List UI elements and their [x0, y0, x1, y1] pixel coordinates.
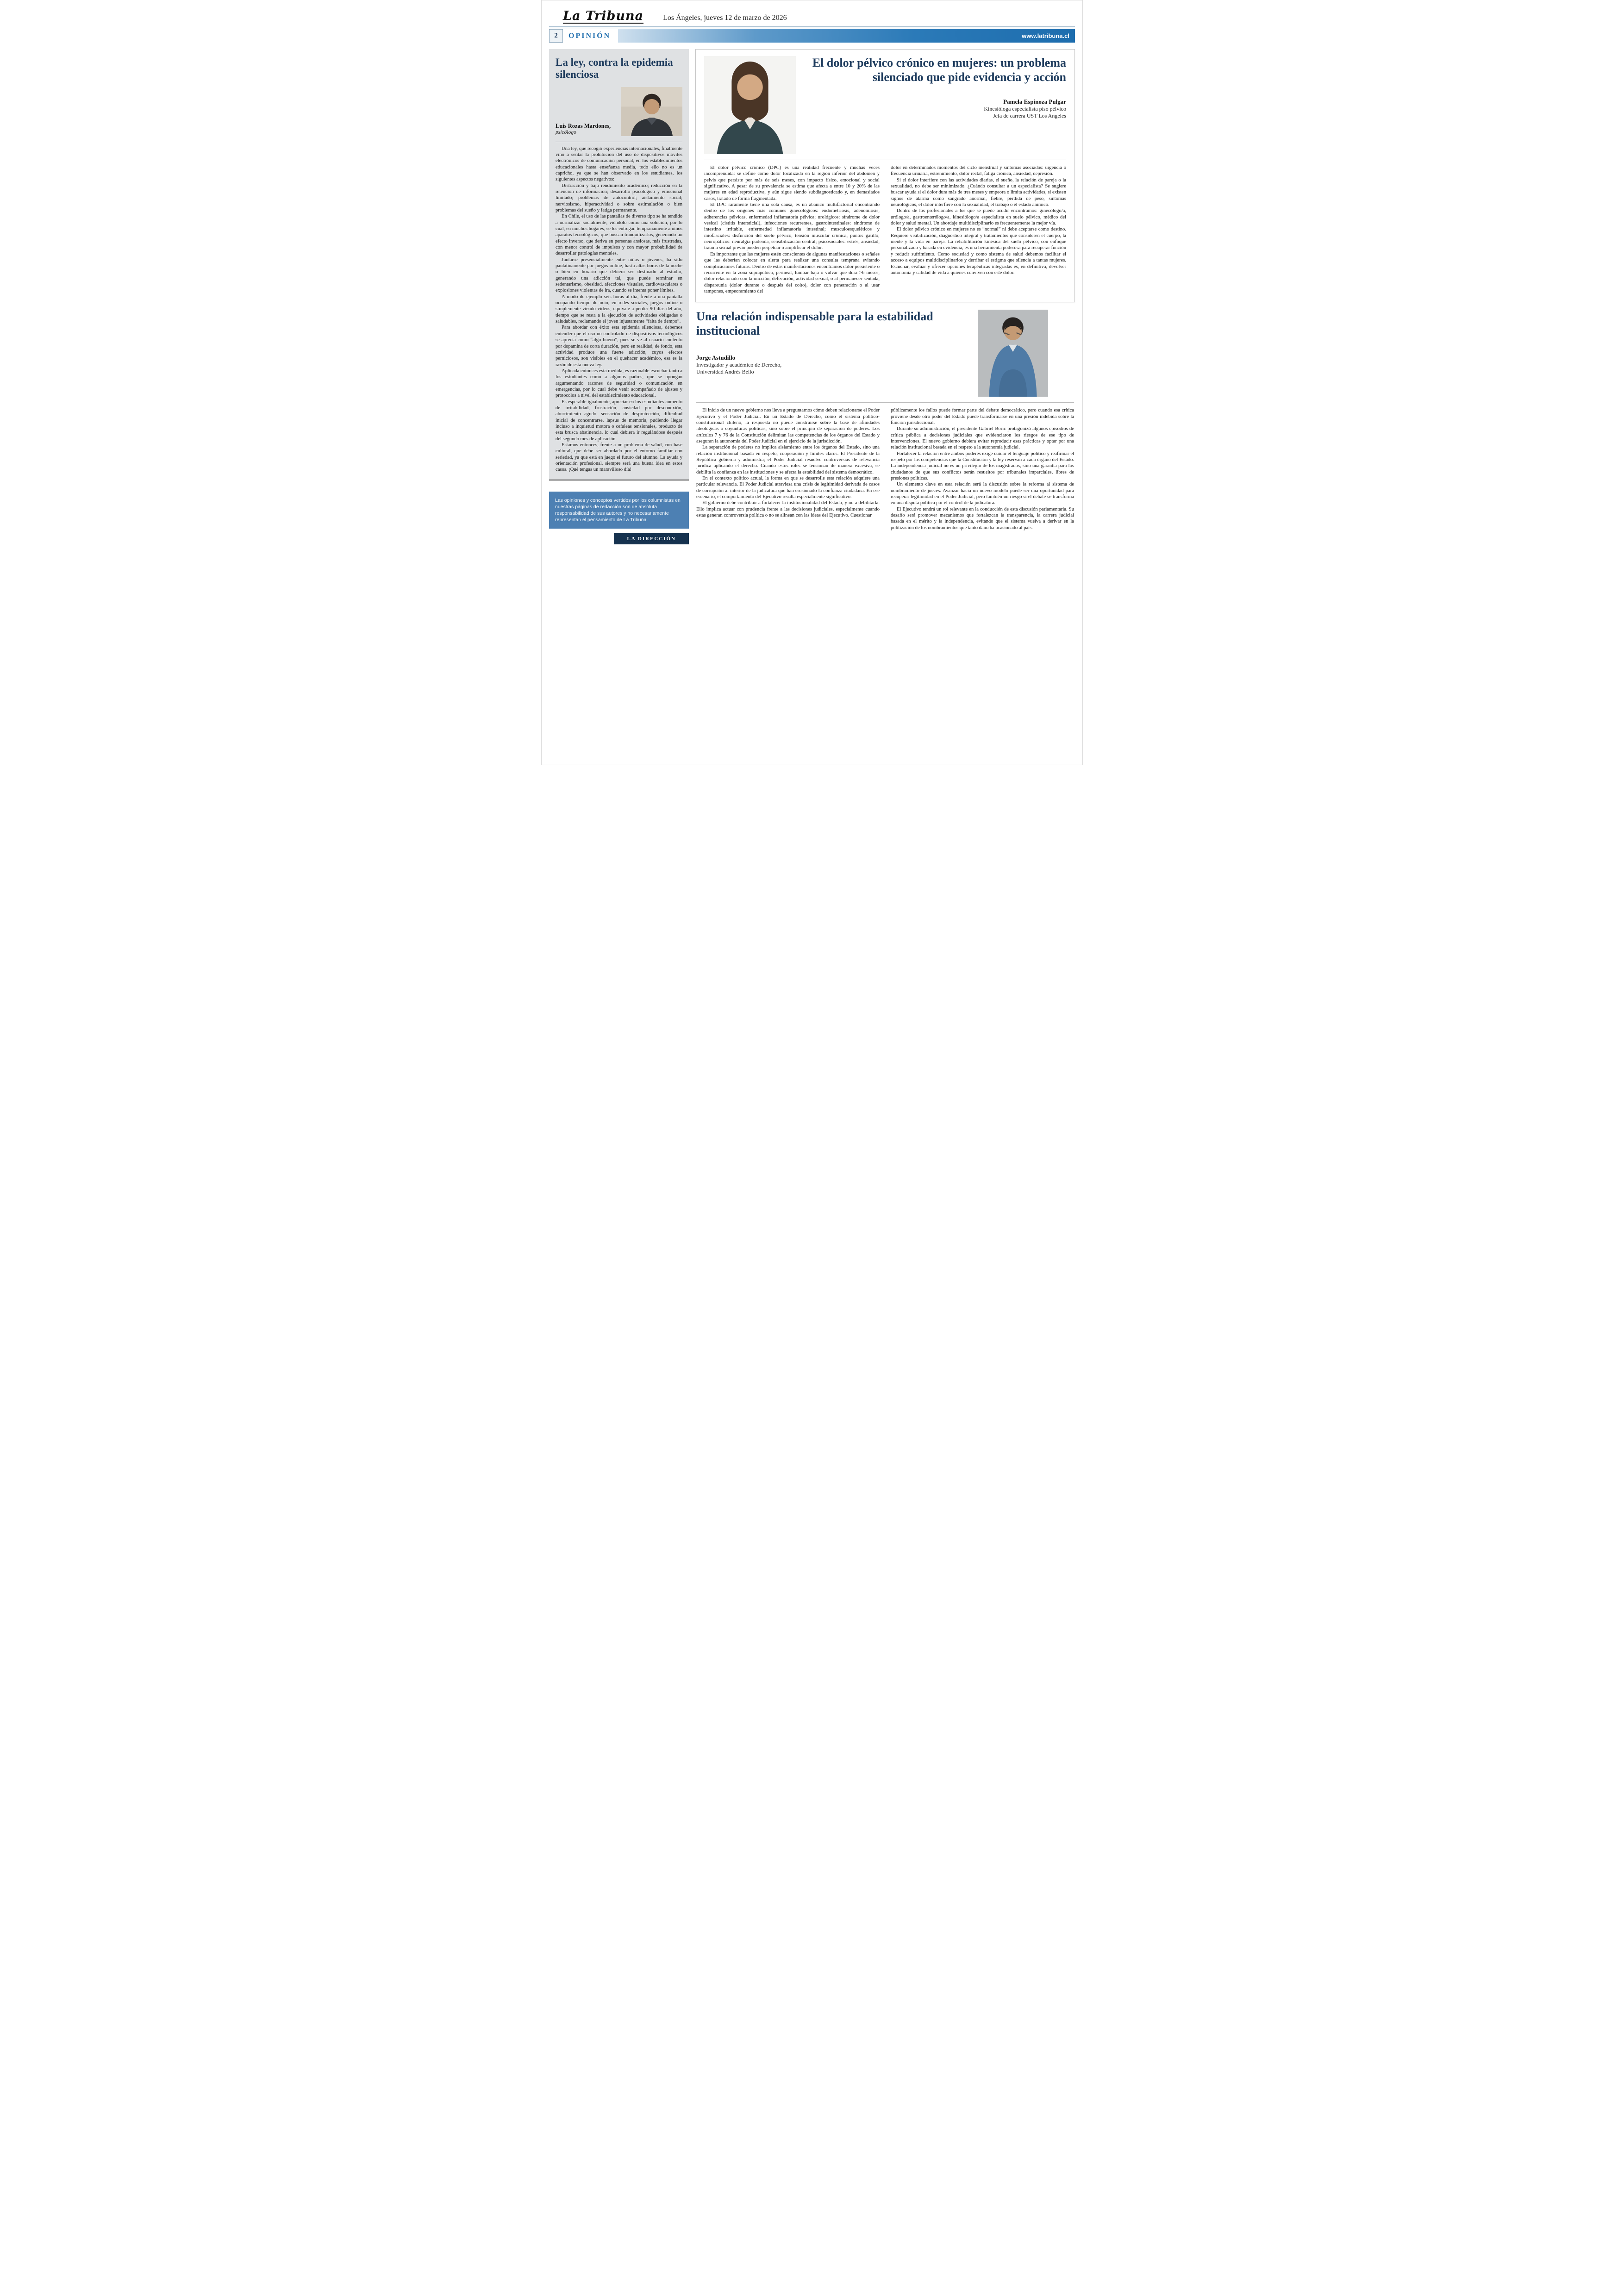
editorial-disclaimer — [549, 492, 689, 545]
paragraph: A modo de ejemplo seis horas al día, frente a una pantalla ocupando tiempo de ocio, en redes sociales, juegos online o simplemente viendo videos, equivale a perder 90 días del año, tiempo que se resta a la ejecución de actividades obligadas o saludables, reclamando el joven injustamente “falta de tiempo”. — [556, 294, 682, 324]
article-relacion-institucional — [695, 310, 1075, 531]
dateline: Los Ángeles, jueves 12 de marzo de 2026 — [663, 14, 787, 22]
paragraph: El dolor pélvico crónico (DPC) es una realidad frecuente y muchas veces incomprendida: se define como dolor localizado en la región inferior del abdomen y pelvis que persiste por más de seis meses, con impacto físico, emocional y social significativo. A pesar de su prevalencia se estima que afecta a entre 10 y 20% de las mujeres en edad reproductiva, y aún sigue siendo subdiagnosticado y, en demasiados casos, tratado de forma fragmentada. — [704, 165, 880, 201]
author-block — [556, 123, 618, 136]
author-affiliation: Universidad Andrés Bello — [696, 368, 754, 375]
paragraph: Estamos entonces, frente a un problema de salud, con base cultural, que debe ser abordado por el entorno familiar con seriedad, ya que está en juego el futuro del alumno. La ayuda y orientación profesional, siempre será una buena idea en estos casos. ¡Qué tengas un maravilloso día! — [556, 443, 682, 473]
website-url: www.latribuna.cl — [1022, 32, 1069, 39]
woman-portrait-icon — [704, 56, 796, 154]
paragraph: Para abordar con éxito esta epidemia silenciosa, debemos entender que el uso no controlado de dispositivos tecnológicos se aprecia como “algo bueno”, pues se ve al usuario contento por dopamina de corta duración, pero en realidad, de fondo, esta actividad produce una fuerte adicción, cuyos efectos perniciosos, son visibles en el quehacer académico, esa es la razón de esta nueva ley. — [556, 325, 682, 368]
author-name: Pamela Espinoza Pulgar — [1003, 98, 1066, 106]
article-epidemia-silenciosa — [549, 49, 689, 480]
body-column-1 — [704, 165, 880, 294]
page-content — [549, 49, 1075, 544]
author-photo — [978, 310, 1048, 397]
paragraph: El DPC raramente tiene una sola causa, es un abanico multifactorial encontrando dentro de los orígenes más comunes ginecológicos: endometriosis, adenomiosis, adherencias pélvicas, enfermedad inflamatoria pélvica; urológicos: síndrome de dolor vesical (cistitis intersticial), infecciones recurrentes, gastrointestinales: síndrome de intestino irritable, enfermedad inflamatoria intestinal; musculoesqueléticos y miofasciales: disfunción del suelo pélvico, tensión muscular crónica, puntos gatillo; neuropáticos: neuralgia pudenda, sensibilización central; psicosociales: estrés, ansiedad, trauma sexual previo pueden perpetuar o amplificar el dolor. — [704, 202, 880, 251]
disclaimer-text: Las opiniones y conceptos vertidos por los columnistas en nuestras páginas de redacción son de absoluta responsabilidad de sus autores y no necesariamente representan el pensamiento de La Tribuna. — [549, 492, 689, 529]
paragraph: Un elemento clave en esta relación será la discusión sobre la reforma al sistema de nombramiento de jueces. Avanzar hacia un nuevo modelo puede ser una oportunidad para recuperar legitimidad en el Poder Judicial, pero también un riesgo si el debate se transforma en una disputa política por el control de la judicatura. — [891, 482, 1074, 506]
paragraph: El gobierno debe contribuir a fortalecer la institucionalidad del Estado, y no a debilitarla. Ello implica actuar con prudencia frente a las decisiones judiciales, especialmente cuando estas generan controversia política o no se alinean con las ideas del Ejecutivo. Cuestionar — [696, 500, 880, 518]
section-label: OPINIÓN — [568, 31, 611, 40]
paragraph: La separación de poderes no implica aislamiento entre los órganos del Estado, sino una relación institucional basada en respeto, cooperación y límites claros. El Presidente de la República gobierna y administra; el Poder Judicial resuelve controversias de relevancia jurídica aplicando el derecho. Cuando estos roles se tensionan de manera excesiva, se debilita la confianza en las instituciones y se afecta la estabilidad del sistema democrático. — [696, 445, 880, 475]
article-title: El dolor pélvico crónico en mujeres: un problema silenciado que pide evidencia y acción — [812, 56, 1066, 84]
paragraph: Es esperable igualmente, apreciar en los estudiantes aumento de irritabilidad, frustración, ansiedad por desconexión, aburrimiento agudo, sensación de desprotección, dificultad inicial de concentrarse, lapsus de memoria, pudiendo llegar incluso a inquietud motora o cefaleas tensionales, producto de esta brusca abstinencia, lo cual debiera ir regulándose después del segundo mes de aplicación. — [556, 399, 682, 442]
article-header — [704, 56, 1066, 154]
article-header — [696, 310, 1074, 397]
masthead — [549, 7, 1075, 27]
section-band — [549, 29, 1075, 43]
body-column-2 — [891, 165, 1066, 294]
page-number: 2 — [549, 29, 563, 43]
article-title: La ley, contra la epidemia silenciosa — [556, 56, 673, 80]
paragraph: En Chile, el uso de las pantallas de diverso tipo se ha tendido a normalizar socialmente, viéndolo como una solución, por lo cual, en muchos hogares, se les entregan tempranamente a niños aparatos tecnológicos, que buscan tranquilizarlos, generando un efecto inverso, que deriva en personas ansiosas, más frustradas, con menor control de impulsos y con mayor probabilidad de desarrollar patologías mentales. — [556, 214, 682, 256]
article-body — [704, 165, 1066, 294]
paragraph: Fortalecer la relación entre ambos poderes exige cuidar el lenguaje político y reafirmar el respeto por las competencias que la Constitución y la ley reservan a cada órgano del Estado. La independencia judicial no es un privilegio de los magistrados, sino una garantía para los ciudadanos de que sus conflictos serán resueltos por tribunales imparciales, libres de presiones políticas. — [891, 451, 1074, 481]
direction-signature: LA DIRECCIÓN — [614, 533, 689, 544]
article-body — [696, 407, 1074, 531]
paragraph: Una ley, que recogió experiencias internacionales, finalmente vino a sentar la prohibición del uso de dispositivos móviles electrónicos de comunicación personal, en los establecimientos educacionales hasta enseñanza media, todo ello no es un capricho, ya que se han observado en los estudiantes, los siguientes aspectos negativos: — [556, 146, 682, 182]
author-photo — [621, 87, 682, 136]
paragraph: públicamente los fallos puede formar parte del debate democrático, pero cuando esa crítica proviene desde otro poder del Estado puede transformarse en una presión indebida sobre la función jurisdiccional. — [891, 408, 1074, 425]
author-name: Luis Rozas Mardones, — [556, 122, 611, 129]
paragraph: Juntarse presencialmente entre niños o jóvenes, ha sido paulatinamente por juegos online, hasta altas horas de la noche o bien en horario que debiera ser destinado al estudio, generando una adicción tal, que puede terminar en sedentarismo, obesidad, afecciones visuales, cardiovasculares o explosiones violentas de ira, cuando se intenta poner límites. — [556, 257, 682, 293]
headline-block — [796, 56, 1066, 154]
author-role: psicólogo — [556, 129, 576, 135]
body-column-2 — [891, 407, 1074, 531]
paragraph: El Ejecutivo tendrá un rol relevante en la conducción de esta discusión parlamentaria. Su desafío será promover mecanismos que fortalezcan la transparencia, la carrera judicial basada en el mérito y la independencia, evitando que el sistema vuelva a derivar en la politización de los nombramientos que tanto daño ha ocasionado al país. — [891, 506, 1074, 530]
direction-row — [549, 533, 689, 544]
author-block — [696, 354, 967, 375]
body-column-1 — [696, 407, 880, 531]
man-portrait-icon — [621, 87, 682, 136]
newspaper-page — [541, 0, 1083, 765]
paragraph: dolor en determinados momentos del ciclo menstrual y síntomas asociados: urgencia o frecuencia urinaria, estreñimiento, dolor rectal, fatiga crónica, ansiedad, depresión. — [891, 165, 1066, 177]
author-block — [807, 98, 1066, 119]
author-role: Kinesióloga especialista piso pélvico — [984, 106, 1066, 112]
paragraph: Aplicada entonces esta medida, es razonable escuchar tanto a los estudiantes como a algunos padres, que se opongan argumentando razones de seguridad o comunicación en emergencias, por lo cual debe venir acompañado de ajustes y protocolos a nivel del establecimiento educacional. — [556, 368, 682, 399]
author-name: Jorge Astudillo — [696, 354, 736, 361]
man-portrait-icon — [978, 310, 1048, 397]
paragraph: El inicio de un nuevo gobierno nos lleva a preguntarnos cómo deben relacionarse el Poder Ejecutivo y el Poder Judicial. En un Estado de Derecho, como el sistema político-constitucional chileno, la respuesta no puede construirse sobre la base de afinidades ideológicas o coyunturas políticas, sino sobre el principio de separación de poderes. Los artículos 7 y 76 de la Constitución delimitan las competencias de los órganos del Estado y aseguran la autonomía del Poder Judicial en el ejercicio de la jurisdicción. — [696, 408, 880, 444]
article-dolor-pelvico — [695, 49, 1075, 302]
left-column — [549, 49, 689, 544]
article-body — [556, 142, 682, 473]
author-role: Investigador y académico de Derecho, — [696, 361, 782, 368]
headline-block — [696, 310, 967, 397]
paragraph: Durante su administración, el presidente Gabriel Boric protagonizó algunos episodios de crítica pública a decisiones judiciales que evidenciaron los riesgos de ese tipo de intervenciones. El nuevo gobierno debiera evitar reproducir esas prácticas y optar por una relación institucional basada en el respeto a la autonomía judicial. — [891, 426, 1074, 450]
right-column — [695, 49, 1075, 544]
author-row — [556, 87, 682, 136]
author-photo — [704, 56, 796, 154]
newspaper-logo: La Tribuna — [563, 9, 644, 23]
paragraph: Es importante que las mujeres estén conscientes de algunas manifestaciones o señales que las deberían colocar en alerta para realizar una consulta temprana evitando complicaciones futuras. Dentro de estas manifestaciones encontramos dolor persistente o recurrente en la zona suprapúbica, perineal, lumbar baja o vulvar que dura >6 meses, dolor relacionado con la micción, defecación, actividad sexual, o al permanecer sentada, dispareunia (dolor durante o después del coito), dolor con penetración o al usar tampones, empeoramiento del — [704, 251, 880, 294]
page-header — [549, 7, 1075, 43]
divider — [696, 402, 1074, 403]
paragraph: Si el dolor interfiere con las actividades diarias, el sueño, la relación de pareja o la sexualidad, no debe ser minimizado. ¿Cuándo consultar a un especialista? Se sugiere buscar ayuda si el dolor dura más de tres meses y empeora o limita actividades, si existen signos de alarma como sangrado anormal, fiebre, pérdida de peso, síntomas neurológicos, el dolor interfiere con la sexualidad, el trabajo o el estado anímico. — [891, 177, 1066, 208]
paragraph: Distracción y bajo rendimiento académico; reducción en la retención de información; desarrollo psicológico y emocional limitado; problemas de autocontrol; aislamiento social; nerviosismo, hiperactividad o sobre estimulación o bien problemas del sueño y fatiga permanente. — [556, 183, 682, 213]
paragraph: En el contexto político actual, la forma en que se desarrolle esta relación adquiere una particular relevancia. El Poder Judicial atraviesa una crisis de legitimidad derivada de casos de corrupción al interior de la judicatura que han erosionado la confianza ciudadana. En ese escenario, el comportamiento del Ejecutivo resulta especialmente significativo. — [696, 476, 880, 500]
paragraph: Dentro de los profesionales a los que se puede acudir encontramos: ginecólogo/a, urólogo/a, gastroenterólogo/a, kinesiólogo/a especialista en suelo pélvico, médico del dolor y salud mental. Un abordaje multidisciplinario es frecuentemente la mejor vía. — [891, 208, 1066, 226]
band-bar — [618, 29, 1075, 43]
article-title: Una relación indispensable para la estabilidad institucional — [696, 310, 933, 337]
paragraph: El dolor pélvico crónico en mujeres no es “normal” ni debe aceptarse como destino. Requiere visibilización, diagnóstico integral y tratamientos que consideren el cuerpo, la mente y la vida en pareja. La rehabilitación kinésica del suelo pélvico, con enfoque personalizado y basada en evidencia, es una herramienta poderosa para recuperar función y reducir sufrimiento. Como sociedad y como sistema de salud debemos facilitar el acceso a equipos multidisciplinarios y derribar el estigma que silencia a tantas mujeres. Escuchar, evaluar y ofrecer opciones terapéuticas integradas es, en definitiva, devolver autonomía y calidad de vida a quienes conviven con este dolor. — [891, 227, 1066, 275]
author-affiliation: Jefa de carrera UST Los Angeles — [993, 112, 1066, 119]
